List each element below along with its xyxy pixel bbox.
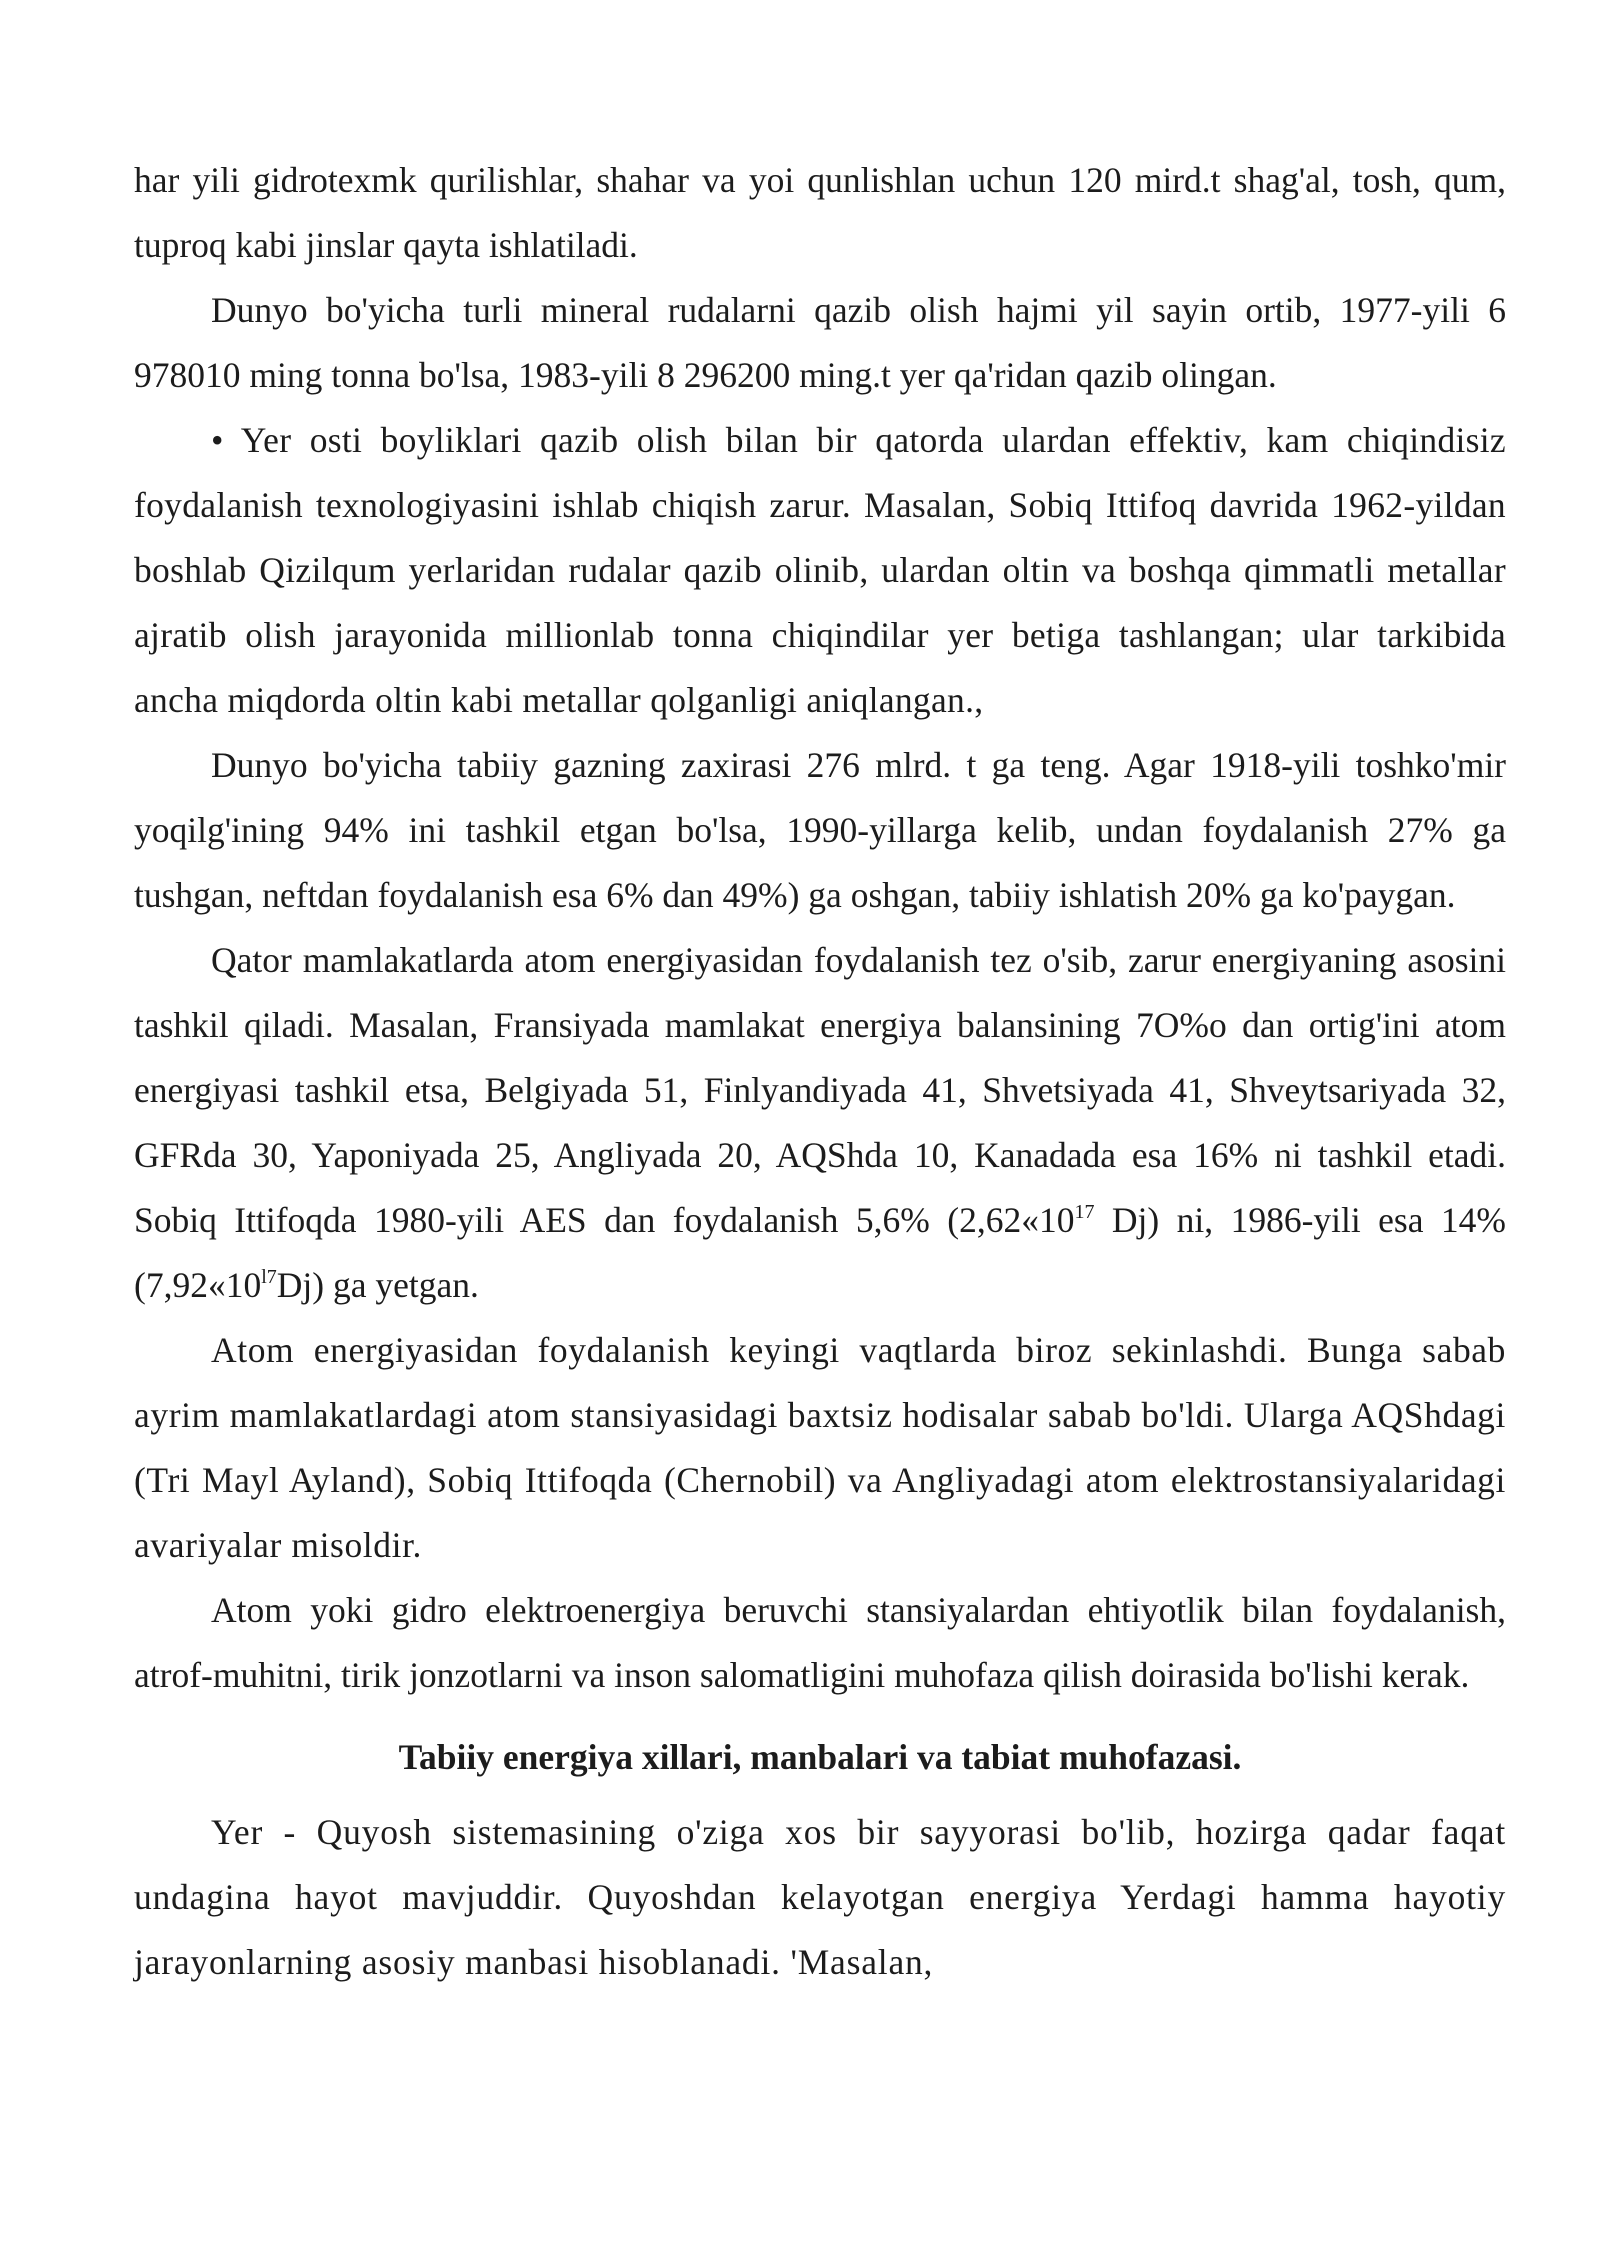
exponent-a: 17 bbox=[1074, 1201, 1095, 1223]
atomic-energy-text-c: Dj) ga yetgan. bbox=[276, 1265, 479, 1305]
paragraph-mineral-extraction: Dunyo bo'yicha turli mineral rudalarni qazib olish hajmi yil sayin ortib, 1977-yili 6 978010 ming tonna bo'lsa, 1983-yili 8 296200 ming.t yer qa'ridan qazib olingan. bbox=[134, 290, 1506, 395]
atomic-energy-text-b: Dj) ni, 1986-yili esa 14% (7,92«10 bbox=[134, 1200, 1507, 1305]
paragraph-natural-gas: Dunyo bo'yicha tabiiy gazning zaxirasi 276 mlrd. t ga teng. Agar 1918-yili toshko'mir yoqilg'ining 94% ini tashkil etgan bo'lsa, 1990-yillarga kelib, undan foydalanish 27% ga tushgan, neftdan foydalanish esa 6% dan 49%) ga oshgan, tabiiy ishlatish 20% ga ko'paygan. bbox=[134, 745, 1506, 915]
paragraph-waste-free-technology: • Yer osti boyliklari qazib olish bilan bir qatorda ulardan effektiv, kam chiqindisiz foydalanish texnologiyasini ishlab chiqish zarur. Masalan, Sobiq Ittifoq davrida 1962-yildan boshlab Qizilqum yerlaridan rudalar qazib olinib, ulardan oltin va boshqa qimmatli metallar ajratib olish jarayonida millionlab tonna chiqindilar yer betiga tashlangan; ular tarkibida ancha miqdorda oltin kabi metallar qolganligi aniqlangan., bbox=[134, 420, 1506, 720]
paragraph-continuation: har yili gidrotexmk qurilishlar, shahar va yoi qunlishlan uchun 120 mird.t shag'al, tosh, qum, tuproq kabi jinslar qayta ishlatiladi. bbox=[134, 160, 1506, 265]
paragraph-atomic-slowdown: Atom energiyasidan foydalanish keyingi vaqtlarda biroz sekinlashdi. Bunga sabab ayrim mamlakatlardagi atom stansiyasidagi baxtsiz hodisalar sabab bo'ldi. Ularga AQShdagi (Tri Mayl Ayland), Sobiq Ittifoqda (Chernobil) va Angliyadagi atom elektrostansiyalaridagi avariyalar misoldir. bbox=[134, 1330, 1506, 1565]
paragraph-earth-sun: Yer - Quyosh sistemasining o'ziga xos bir sayyorasi bo'lib, hozirga qadar faqat undagina hayot mavjuddir. Quyoshdan kelayotgan energiya Yerdagi hamma hayotiy jarayonlarning asosiy manbasi hisoblanadi. 'Masalan, bbox=[134, 1812, 1506, 1982]
paragraph-careful-usage: Atom yoki gidro elektroenergiya beruvchi stansiyalardan ehtiyotlik bilan foydalanish, atrof-muhitni, tirik jonzotlarni va inson salomatligini muhofaza qilish doirasida bo'lishi kerak. bbox=[134, 1590, 1506, 1695]
atomic-energy-text-a: Qator mamlakatlarda atom energiyasidan foydalanish tez o'sib, zarur energiyaning asosini tashkil qiladi. Masalan, Fransiyada mamlakat energiya balansining 7O%o dan ortig'ini atom energiyasi tashkil etsa, Belgiyada 51, Finlyandiyada 41, Shvetsiyada 41, Shveytsariyada 32, GFRda 30, Yaponiyada 25, Angliyada 20, AQShda 10, Kanadada esa 16% ni tashkil etadi. Sobiq Ittifoqda 1980-yili AES dan foydalanish 5,6% (2,62«10 bbox=[134, 940, 1506, 1240]
section-heading: Tabiiy energiya xillari, manbalari va tabiat muhofazasi. bbox=[398, 1737, 1242, 1777]
exponent-b: l7 bbox=[261, 1266, 277, 1288]
document-page bbox=[134, 148, 1506, 1995]
paragraph-atomic-energy bbox=[134, 928, 1506, 1318]
